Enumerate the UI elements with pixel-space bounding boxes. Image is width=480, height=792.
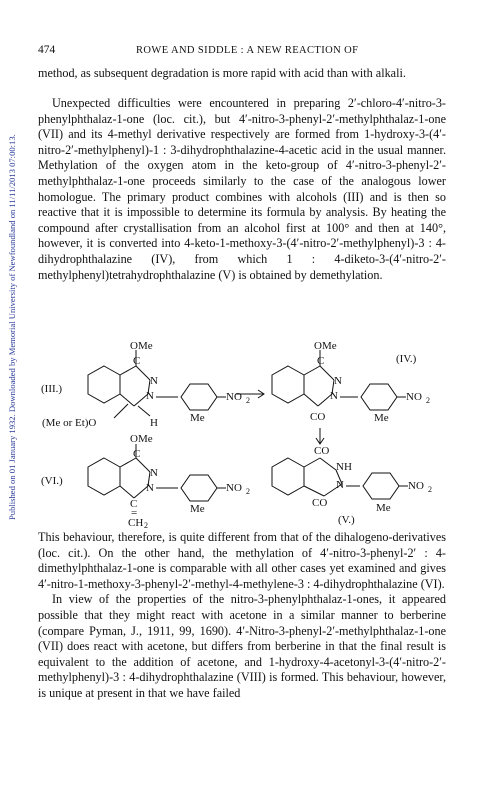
paragraph-2-text: Unexpected difficulties were encountered in preparing 2′-chloro-4′-nitro-3-phenylphthalaz-1-one (loc. cit.), but 4′-nitro-3-phenyl-2′-methylphthalaz-1-one (VII) and its 4-methyl derivative respectively are formed from 1-hydroxy-3-(4′-nitro-2′-methylphenyl)-1 : 3-dihydrophthalazine-4-acetic acid in the usual manner. Methylation of the oxygen atom in the keto-group of 4′-nitro-3-phenyl-2′-methylphthalaz-1-one proceeds similarly to the case of the analogous lower homologue. The primary product combines with alcohols (III) and is then so reactive that it is impossible to determine its formula by analysis. By heating the compound after crystallisation from an alcohol first at 100° and then at 140°, however, it is converted into 4-keto-1-methoxy-3-(4′-nitro-2′-methylphenyl)-3 : 4-dihydrophthalazine (IV), from which 1 : 4-diketo-3-(4′-nitro-2′-methylphenyl)tetrahydrophthalazine (V) is obtained by demethylation. — [38, 96, 446, 282]
VI-n2: N — [146, 482, 154, 494]
phenyl-ring-IV — [361, 384, 397, 410]
paragraph-4-text: In view of the properties of the nitro-3-phenylphthalaz-1-ones, it appeared possible that they might react with acetone in a similar manner to berberine (compare Pyman, J., 1911, 99, 1690). 4′-Nitro-3-phenyl-2′-methylphthalaz-1-one (VII) does react with acetone, but differs from berberine in that the final result is equivalent to the addition of acetone, and 1-hydroxy-4-acetonyl-3-(4′-nitro-2′-methylphenyl)-3 : 4-dihydrophthalazine (VIII) is formed. This behaviour, however, is unique at present in that we have failed — [38, 592, 446, 700]
paragraph-3 — [38, 530, 446, 702]
benzene-ring-IV — [272, 366, 304, 403]
IV-no2: NO — [406, 391, 422, 403]
label-IV: (IV.) — [396, 353, 417, 365]
watermark-text: Published on 01 January 1932. Downloaded by Memorial University of Newfoundland on 11/11/2013 07:00:13. — [7, 134, 17, 520]
III-n2: N — [146, 390, 154, 402]
page-number: 474 — [38, 44, 56, 56]
phenyl-ring-VI — [181, 475, 217, 501]
III-n1: N — [150, 375, 158, 387]
III-h: H — [150, 417, 158, 429]
paragraph-1-text: method, as subsequent degradation is more rapid with acid than with alkali. — [38, 66, 406, 80]
V-no2: NO — [408, 480, 424, 492]
download-watermark — [7, 20, 21, 520]
page-header — [38, 44, 446, 60]
III-no2: NO — [226, 391, 242, 403]
VI-c-lower: C — [130, 498, 138, 510]
paragraph-1 — [38, 66, 446, 82]
VI-no2-sub: 2 — [246, 487, 250, 496]
III-ome: OMe — [130, 340, 153, 352]
III-no2-sub: 2 — [246, 396, 250, 405]
VI-ch2: CH — [128, 517, 144, 528]
benzene-ring-III — [88, 366, 120, 403]
III-c: C — [133, 355, 141, 367]
paragraph-2 — [38, 96, 446, 283]
VI-me: Me — [190, 503, 205, 515]
VI-ch2-sub: 2 — [144, 521, 148, 528]
IV-me: Me — [374, 412, 389, 424]
IV-co: CO — [310, 411, 326, 423]
V-nh: NH — [336, 461, 352, 473]
III-me: Me — [190, 412, 205, 424]
V-n: N — [336, 479, 344, 491]
V-co-bottom: CO — [312, 497, 328, 509]
label-VI: (VI.) — [41, 475, 63, 487]
VI-n1: N — [150, 467, 158, 479]
IV-ome: OMe — [314, 340, 337, 352]
V-me: Me — [376, 502, 391, 514]
IV-n1: N — [334, 375, 342, 387]
V-co-top: CO — [314, 445, 330, 457]
V-no2-sub: 2 — [428, 485, 432, 494]
structure-diagram — [38, 336, 446, 528]
IV-n2: N — [330, 390, 338, 402]
benzene-ring-V — [272, 458, 304, 495]
III-alkoxy: (Me or Et)O — [42, 417, 97, 429]
IV-c: C — [317, 355, 325, 367]
VI-ome: OMe — [130, 433, 153, 445]
VI-c: C — [133, 448, 141, 460]
benzene-ring-VI — [88, 458, 120, 495]
paragraph-3-text: This behaviour, therefore, is quite different from that of the dihalogeno-derivatives (loc. cit.). On the other hand, the methylation of 4′-nitro-3-phenyl-2′ : 4-dimethylphthalaz-1-one is comparable with all other cases yet examined and gives 4′-nitro-1-methoxy-3-phenyl-2′-methyl-4-methylene-3 : 4-dihydrophthalazine (VI). — [38, 530, 446, 591]
phenyl-ring-V — [363, 473, 399, 499]
VI-no2: NO — [226, 482, 242, 494]
label-III: (III.) — [41, 383, 63, 395]
structure-figure — [38, 336, 446, 528]
VI-double-bond: = — [131, 507, 138, 519]
label-V: (V.) — [338, 514, 355, 526]
IV-no2-sub: 2 — [426, 396, 430, 405]
phenyl-ring-III — [181, 384, 217, 410]
running-title: ROWE AND SIDDLE : A NEW REACTION OF — [136, 45, 359, 56]
